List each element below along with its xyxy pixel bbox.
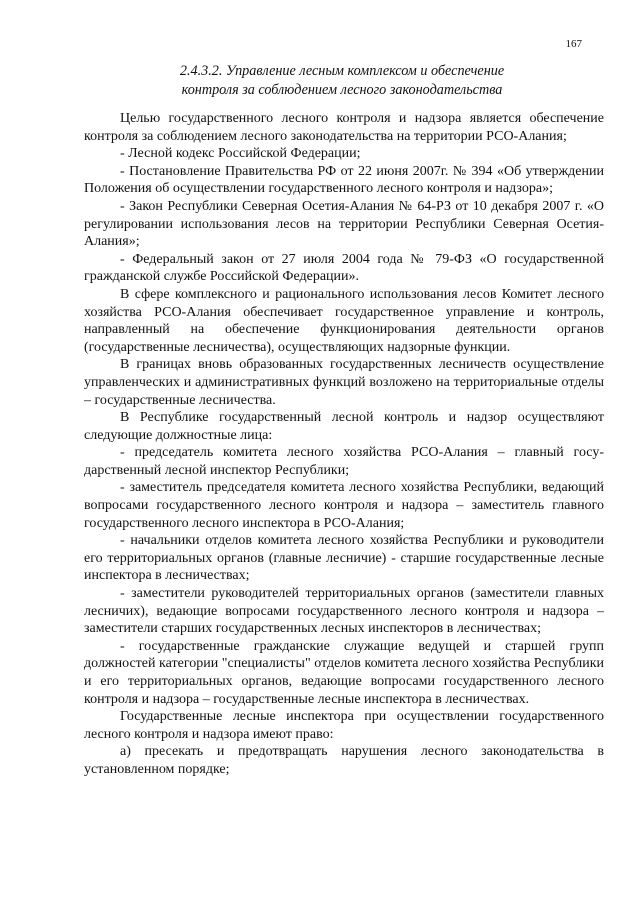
- list-item-chairman: - председатель комитета лесного хозяйства РСО-Алания – главный государственный лесной инспектор Республики;: [84, 445, 604, 478]
- list-item-deputy-heads: - заместители руководителей территориальных органов (заместители главных лесничих), ведающие вопросами государственного лесного контроля и надзора – заместители старших государственных лесных инспекторов в лесничествах;: [84, 586, 604, 637]
- document-body: [84, 110, 604, 779]
- list-item-right-a: а) пресекать и предотвращать нарушения лесного законодательства в установленном порядке;: [84, 744, 604, 777]
- paragraph-inspector-rights: Государственные лесные инспектора при осуществлении государственного лесного контроля и надзора имеют право:: [84, 709, 604, 742]
- section-heading-line-1: 2.4.3.2. Управление лесным комплексом и обеспечение: [179, 63, 505, 79]
- paragraph-forestries: В границах вновь образованных государственных лесничеств осуществление управленческих и административных функций возложено на территориальные отделы – государственные лесничества.: [84, 357, 604, 408]
- list-item-federal-law: - Федеральный закон от 27 июля 2004 года № 79-ФЗ «О государственной гражданской службе Российской Федерации».: [84, 251, 604, 285]
- list-item-government-decree: - Постановление Правительства РФ от 22 июня 2007г. № 394 «Об утверждении Положения об осуществлении государственного лесного контроля и надзора»;: [84, 163, 604, 197]
- list-item-deputy-chairman: - заместитель председателя комитета лесного хозяйства Республики, ведающий вопросами государственного лесного контроля и надзора – заместитель главного государственного лесного инспектора в РСО-Алания;: [84, 480, 604, 531]
- list-item-republic-law: - Закон Республики Северная Осетия-Алания № 64-РЗ от 10 декабря 2007 г. «О регулировании использования лесов на территории Республики Северная Осетия-Алания»;: [84, 198, 604, 250]
- list-item-civil-servants: - государственные гражданские служащие ведущей и старшей групп должностей категории "специалисты" отделов комитета лесного хозяйства Республики и его территориальных органов, ведающие вопросами государственного лесного контроля и надзора – государственные лесные инспектора в лесничествах.: [84, 638, 604, 707]
- paragraph-officials: В Республике государственный лесной контроль и надзор осуществляют следующие должностные лица:: [84, 410, 604, 443]
- paragraph-management: В сфере комплексного и рационального использования лесов Комитет лесного хозяйства РСО-Алания обеспечивает государственное управление и контроль, направленный на обеспечение функционирования деятельности органов (государственные лесничества), осуществляющих надзорные функции.: [84, 286, 604, 355]
- page-number: 167: [565, 38, 582, 50]
- list-item-forest-code: - Лесной кодекс Российской Федерации;: [120, 146, 361, 162]
- paragraph-intro: Целью государственного лесного контроля и надзора является обеспечение контроля за соблюдением лесного законодательства на территории РСО-Алания;: [84, 111, 604, 144]
- list-item-department-heads: - начальники отделов комитета лесного хозяйства Республики и руководители его территориальных органов (главные лесничие) - старшие государственные лесные инспектора в лесничествах;: [84, 533, 604, 584]
- section-heading: [84, 62, 600, 100]
- section-heading-line-2: контроля за соблюдением лесного законодательства: [181, 82, 503, 98]
